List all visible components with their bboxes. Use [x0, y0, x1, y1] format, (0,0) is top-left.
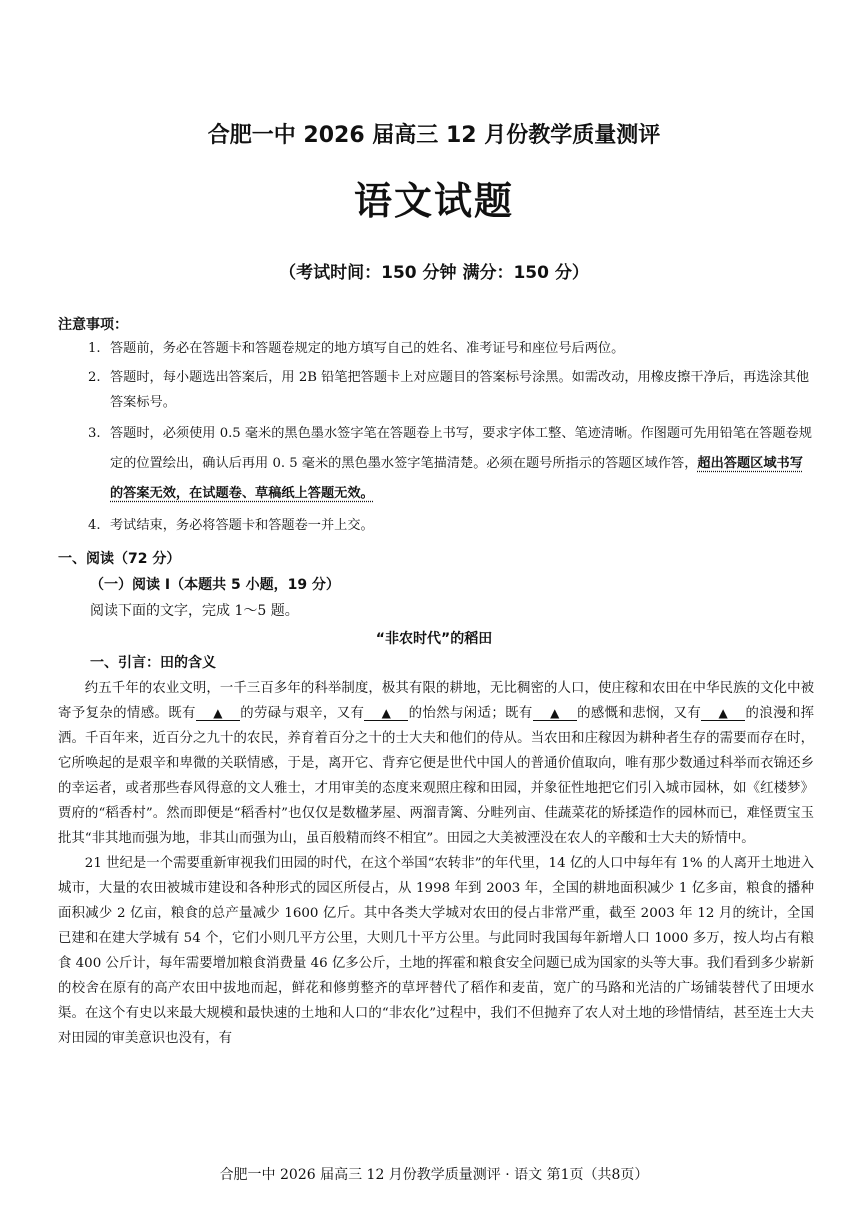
paragraph-text: 约五千年的农业文明，一千三百多年的科举制度，极其有限的耕地，无比稠密的人口，使庄稼和农田在中华民族的文化中被寄予复杂的情感。既有 [58, 681, 814, 721]
notice-number: 2. [88, 370, 101, 385]
notice-title: 注意事项： [58, 317, 128, 333]
article-section-heading: 一、引言：田的含义 [90, 655, 216, 671]
subject-title: 语文试题 [353, 178, 514, 223]
notice-item [88, 336, 816, 361]
notice-number: 1. [88, 341, 101, 356]
notice-text: 答题时，每小题选出答案后，用 2B 铅笔把答题卡上对应题目的答案标号涂黑。如需改动，用橡皮擦干净后，再选涂其他答案标号。 [110, 370, 810, 410]
exam-name: 合肥一中 2026 届高三 12 月份教学质量测评 [207, 123, 661, 148]
fill-blank: ▲ [533, 706, 577, 721]
exam-info: （考试时间：150 分钟 满分：150 分） [279, 263, 589, 283]
notice-item [88, 419, 816, 509]
article-title: “非农时代”的稻田 [375, 631, 493, 647]
fill-blank: ▲ [701, 706, 745, 721]
fill-blank: ▲ [196, 706, 240, 721]
notice-item [88, 513, 816, 538]
paragraph-text: 的感慨和悲悯，又有 [576, 706, 702, 721]
paragraph-text: 的劳碌与艰辛，又有 [239, 706, 365, 721]
notice-text: 答题前，务必在答题卡和答题卷规定的地方填写自己的姓名、准考证号和座位号后两位。 [110, 341, 625, 356]
notice-emphasis: 超出答题区域书写的答案无效，在试题卷、草稿纸上答题无效。 [110, 456, 803, 501]
part-title: （一）阅读 I（本题共 5 小题，19 分） [90, 577, 340, 593]
notice-number: 4. [88, 518, 101, 533]
notice-text [110, 419, 816, 509]
article-body [58, 676, 814, 1051]
fill-blank: ▲ [364, 706, 408, 721]
paragraph-text: 的怡然与闲适；既有 [408, 706, 533, 721]
paragraph: 21 世纪是一个需要重新审视我们田园的时代，在这个举国“农转非”的年代里，14 亿的人口中每年有 1% 的人离开土地进入城市，大量的农田被城市建设和各种形式的园区所侵占，从 1998 年到 2003 年，全国的耕地面积减少 1 亿多亩，粮食的播种面积减少 2 亿亩，粮食的总产量减少 1600 亿斤。其中各类大学城对农田的侵占非常严重，截至 2003 年 12 月的统计，全国已建和在建大学城有 54 个，它们小则几平方公里，大则几十平方公里。与此同时我国每年新增人口 1000 多万，按人均占有粮食 400 公斤计，每年需要增加粮食消费量 46 亿多公斤，土地的挥霍和粮食安全问题已成为国家的头等大事。我们看到多少崭新的校舍在原有的高产农田中拔地而起，鲜花和修剪整齐的草坪替代了稻作和麦苗，宽广的马路和光洁的广场铺装替代了田埂水渠。在这个有史以来最大规模和最快速的土地和人口的“非农化”过程中，我们不但抛弃了农人对土地的珍惜情结，甚至连士大夫对田园的审美意识也没有，有 [58, 856, 814, 1046]
page-footer: 合肥一中 2026 届高三 12 月份教学质量测评 · 语文 第1页（共8页） [219, 1167, 649, 1183]
section-title: 一、阅读（72 分） [58, 551, 181, 567]
paragraph-text: 的浪漫和挥洒。千百年来，近百分之九十的农民，养育着百分之十的士大夫和他们的侍从。当农田和庄稼因为耕种者生存的需要而存在时，它所唤起的是艰辛和卑微的关联情感，于是，离开它、背弃它便是世代中国人的普通价值取向，唯有那少数通过科举而衣锦还乡的幸运者，或者那些春风得意的文人雅士，才用审美的态度来观照庄稼和田园，并象征性地把它们引入城市园林，如《红楼梦》贾府的“稻香村”。然而即便是“稻香村”也仅仅是数楹茅屋、两溜青篱、分畦列亩、佳蔬菜花的矫揉造作的园林而已，难怪贾宝玉批其“非其地而强为地，非其山而强为山，虽百般精而终不相宜”。田园之大美被湮没在农人的辛酸和士大夫的矫情中。 [58, 706, 815, 846]
notice-item [88, 365, 816, 415]
notice-text: 考试结束，务必将答题卡和答题卷一并上交。 [110, 518, 374, 533]
notice-list [88, 336, 816, 538]
paragraph [58, 676, 814, 851]
notice-text-part: 答题时，必须使用 0.5 毫米的黑色墨水签字笔在答题卷上书写，要求字体工整、笔迹清晰。作图题可先用铅笔在答题卷规定的位置绘出，确认后再用 0. 5 毫米的黑色墨水签字笔描清楚。必须在题号所指示的答题区域作答， [110, 426, 812, 471]
notice-number: 3. [88, 426, 101, 441]
reading-instruction: 阅读下面的文字，完成 1～5 题。 [90, 603, 299, 619]
